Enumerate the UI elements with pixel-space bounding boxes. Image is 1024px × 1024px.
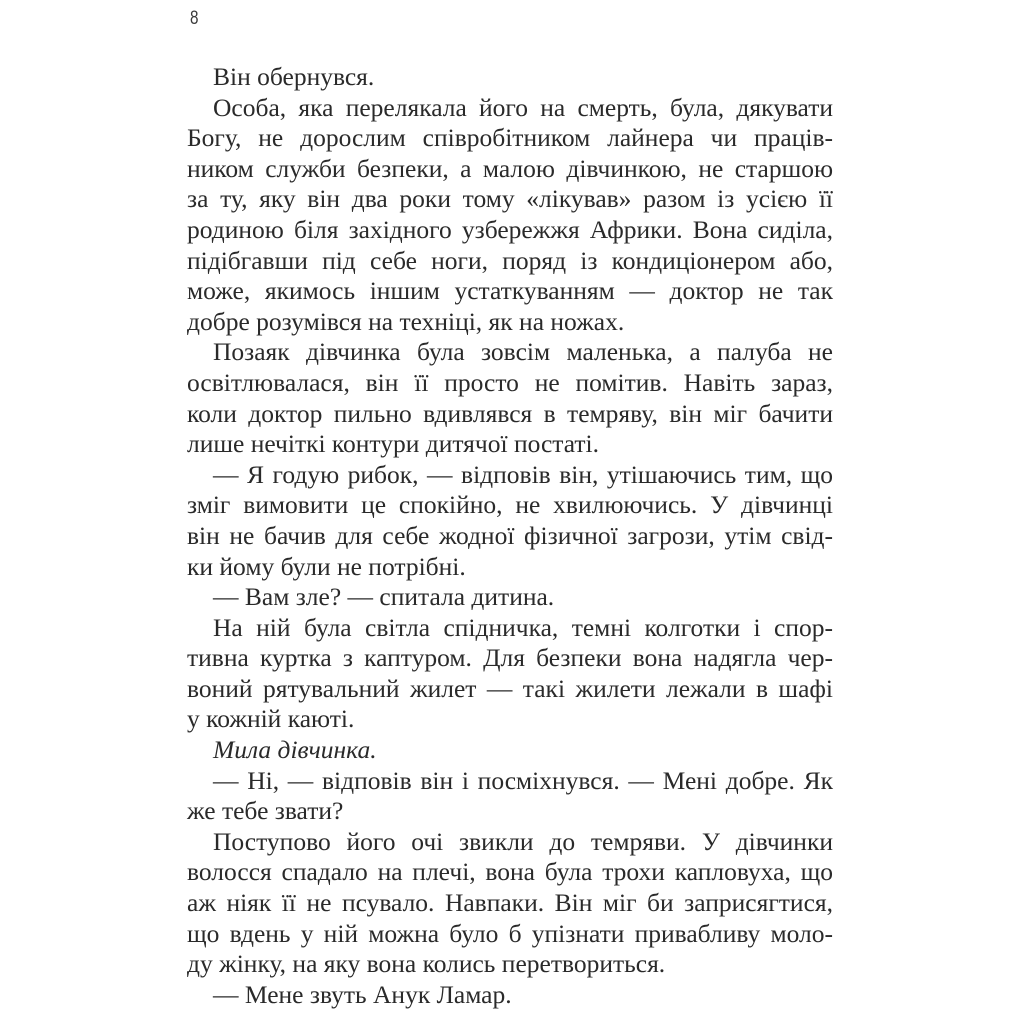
page-number: 8: [190, 8, 199, 29]
text-line: — Я годую рибок, — відповів він, утішаючись тим, що: [213, 459, 833, 489]
text-line: воний рятувальний жилет — такі жилети лежали в шафі: [187, 673, 833, 703]
text-line: — Мене звуть Анук Ламар.: [213, 979, 512, 1009]
text-line: зміг вимовити це спокійно, не хвилюючись. У дівчинці: [187, 490, 833, 520]
paragraph: [187, 582, 833, 613]
book-page-text: [187, 62, 833, 1010]
text-line: Поступово його очі звикли до темряви. У дівчинки: [213, 826, 833, 856]
text-line: Він обернувся.: [213, 62, 375, 91]
paragraph: [187, 613, 833, 735]
text-line: ду жінку, на яку вона колись перетвориться.: [187, 949, 666, 979]
paragraph: [187, 766, 833, 827]
text-line: у кожній каюті.: [187, 704, 355, 734]
text-line: волосся спадало на плечі, вона була трохи капловуха, що: [187, 857, 833, 887]
text-line: за ту, яку він два роки тому «лікував» разом із усією її: [187, 184, 833, 214]
text-line: освітлювалася, він її просто не помітив. Навіть зараз,: [187, 367, 833, 397]
paragraph: [187, 827, 833, 980]
text-line: Богу, не дорослим співробітником лайнера чи працiв-: [187, 123, 833, 153]
paragraph: [187, 735, 833, 766]
text-line: же тебе звати?: [187, 796, 344, 826]
text-line: Мила дівчинка.: [213, 735, 377, 765]
paragraph: [187, 337, 833, 459]
text-line: — Ні, — відповів він і посміхнувся. — Мені добре. Як: [213, 765, 833, 795]
text-line: коли доктор пильно вдивлявся в темряву, він міг бачити: [187, 398, 833, 428]
text-line: ником служби безпеки, а малою дівчинкою, не старшою: [187, 153, 833, 183]
paragraph: [187, 460, 833, 582]
text-line: що вдень у ній можна було б упізнати привабливу моло-: [187, 918, 833, 948]
text-line: Особа, яка перелякала його на смерть, була, дякувати: [213, 92, 833, 122]
text-line: ки йому були не потрібні.: [187, 551, 466, 581]
text-line: — Вам зле? — спитала дитина.: [213, 582, 555, 612]
paragraph: [187, 93, 833, 338]
text-line: аж ніяк її не псувало. Навпаки. Він міг би заприсягтися,: [187, 888, 833, 918]
text-line: може, якимось іншим устаткуванням — доктор не так: [187, 276, 833, 306]
text-line: підібгавши під себе ноги, поряд із кондиціонером або,: [187, 245, 833, 275]
text-line: Позаяк дівчинка була зовсім маленька, а палуба не: [213, 337, 833, 367]
paragraph: [187, 980, 833, 1011]
text-line: На ній була світла спідничка, темні колготки і спор-: [213, 612, 833, 642]
text-line: родиною біля західного узбережжя Африки. Вона сиділа,: [187, 214, 833, 244]
text-line: добре розумівся на техніці, як на ножах.: [187, 306, 625, 336]
text-line: тивна куртка з каптуром. Для безпеки вона надягла чер-: [187, 643, 833, 673]
paragraph: [187, 62, 833, 93]
text-line: лише нечіткі контури дитячої постаті.: [187, 429, 600, 459]
text-line: він не бачив для себе жодної фізичної загрози, утім свід-: [187, 520, 833, 550]
